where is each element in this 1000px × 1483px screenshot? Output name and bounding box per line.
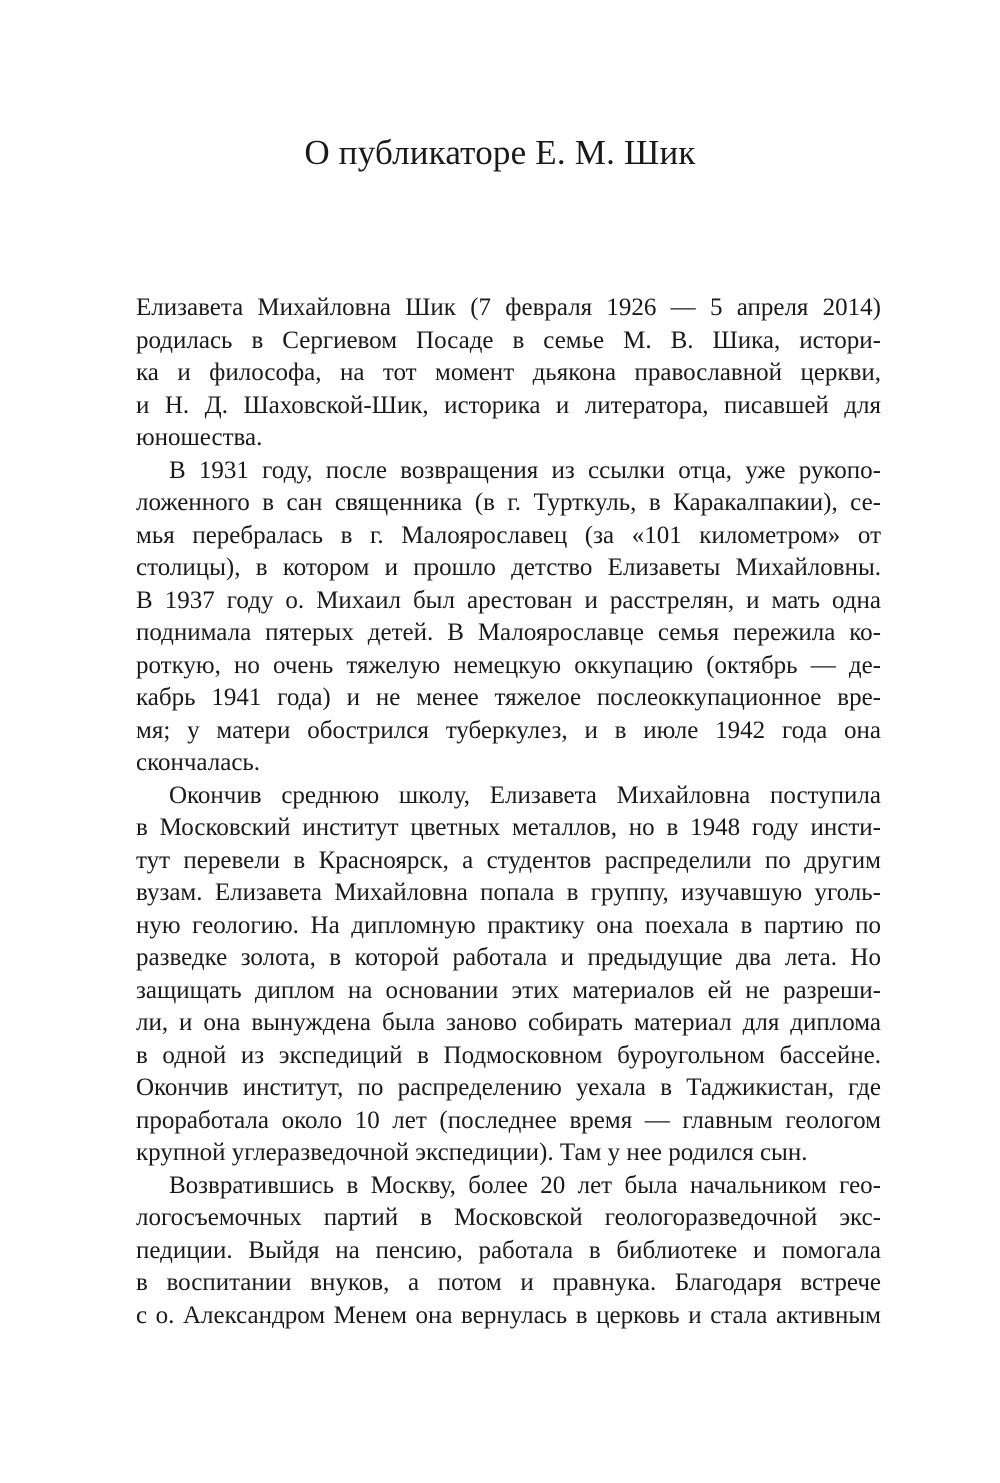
- text-line: вузам. Елизавета Михайловна попала в группу, изучавшую уголь-: [136, 879, 881, 906]
- text-line: Елизавета Михайловна Шик (7 февраля 1926 — 5 апреля 2014): [136, 294, 881, 321]
- text-line: мя; у матери обострился туберкулез, и в июле 1942 года она: [136, 716, 881, 744]
- paragraph-1: [136, 292, 881, 455]
- text-line: ли, и она вынуждена была заново собирать материал для диплома: [136, 1009, 881, 1036]
- text-line: Окончив среднюю школу, Елизавета Михайловна поступила: [169, 781, 881, 809]
- text-line: педиции. Выйдя на пенсию, работала в библиотеке и помогала: [136, 1236, 881, 1264]
- text-line: в воспитании внуков, а потом и правнука. Благодаря встрече: [136, 1269, 881, 1296]
- text-line: В 1931 году, после возвращения из ссылки отца, уже рукопо-: [169, 456, 881, 484]
- text-line: защищать диплом на основании этих материалов ей не разреши-: [136, 976, 881, 1004]
- text-line: Возвратившись в Москву, более 20 лет была начальником гео-: [169, 1171, 881, 1199]
- body-text: [136, 292, 881, 1332]
- text-line: проработала около 10 лет (последнее время — главным геологом: [136, 1106, 881, 1134]
- text-line: логосъемочных партий в Московской геологоразведочной экс-: [136, 1204, 881, 1231]
- text-line: родилась в Сергиевом Посаде в семье М. В. Шика, истори-: [136, 326, 881, 354]
- paragraph-3: [136, 780, 881, 1170]
- text-line: ложенного в сан священника (в г. Турткуль, в Каракалпакии), се-: [136, 489, 881, 516]
- paragraph-2: [136, 455, 881, 780]
- text-line: крупной углеразведочной экспедиции). Там у нее родился сын.: [136, 1139, 808, 1166]
- text-line: мья перебралась в г. Малоярославец (за «101 километром» от: [136, 521, 881, 549]
- text-line: в Московский институт цветных металлов, но в 1948 году инсти-: [136, 814, 881, 841]
- text-line: ную геологию. На дипломную практику она поехала в партию по: [136, 911, 881, 939]
- text-line: столицы), в котором и прошло детство Елизаветы Михайловны.: [136, 554, 881, 581]
- text-line: и Н. Д. Шаховской-Шик, историка и литератора, писавшей для: [136, 391, 881, 419]
- text-line: юношества.: [136, 424, 263, 451]
- text-line: ка и философа, на тот момент дьякона православной церкви,: [136, 359, 881, 386]
- text-line: тут перевели в Красноярск, а студентов распределили по другим: [136, 846, 881, 874]
- text-line: поднимала пятерых детей. В Малоярославце семья пережила ко-: [136, 619, 881, 646]
- page-title: О публикаторе Е. М. Шик: [304, 133, 696, 172]
- paragraph-4: [136, 1170, 881, 1333]
- text-line: с о. Александром Менем она вернулась в церковь и стала активным: [136, 1301, 881, 1329]
- text-line: скончалась.: [136, 749, 261, 776]
- text-line: кабрь 1941 года) и не менее тяжелое послеоккупационное вре-: [136, 684, 881, 711]
- text-line: разведке золота, в которой работала и предыдущие два лета. Но: [136, 944, 881, 971]
- text-line: в одной из экспедиций в Подмосковном буроугольном бассейне.: [136, 1041, 881, 1069]
- text-line: Окончив институт, по распределению уехала в Таджикистан, где: [136, 1074, 881, 1101]
- text-line: В 1937 году о. Михаил был арестован и расстрелян, и мать одна: [136, 586, 881, 614]
- text-line: роткую, но очень тяжелую немецкую оккупацию (октябрь — де-: [136, 651, 881, 679]
